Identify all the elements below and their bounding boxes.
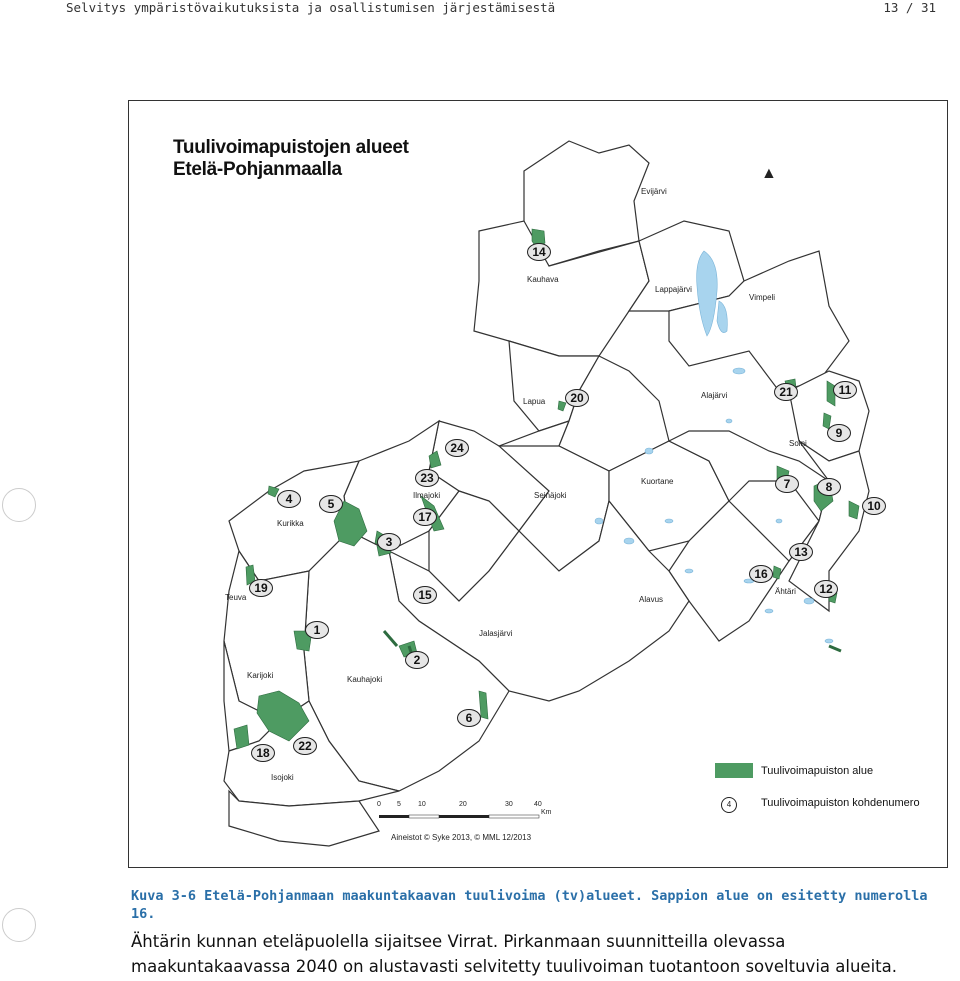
area-number-marker: 24 [445,439,469,457]
punch-hole [2,488,36,522]
scale-tick: 0 [377,801,381,808]
scale-bar [379,815,539,818]
area-number-marker: 5 [319,495,343,513]
municipality-label: Kauhava [527,275,559,284]
map-figure [128,100,948,868]
municipality-label: Kuortane [641,477,674,486]
figure-title-line1: Tuulivoimapuistojen alueet [173,137,409,158]
area-number-marker: 11 [833,381,857,399]
municipality-label: Alavus [639,595,664,604]
area-number-marker: 17 [413,508,437,526]
municipality-label: Evijärvi [641,187,667,196]
figure-caption: Kuva 3-6 Etelä-Pohjanmaan maakuntakaavan tuulivoima (tv)alueet. Sappion alue on esitetty numerolla 16. [131,888,928,922]
map-credit: Aineistot © Syke 2013, © MML 12/2013 [391,833,532,842]
municipality-label: Karijoki [247,671,274,680]
scale-tick: 30 [505,801,513,808]
figure-title-line2: Etelä-Pohjanmaalla [173,159,342,180]
area-number-marker: 2 [405,651,429,669]
municipality-label: Ähtäri [775,587,796,596]
punch-hole [2,908,36,942]
municipality-label: Alajärvi [701,391,728,400]
legend-number-sample: 4 [721,797,737,813]
body-text-line: Ähtärin kunnan eteläpuolella sijaitsee Virrat. Pirkanmaan suunnitteilla olevassa [131,932,786,951]
scale-tick: 20 [459,801,467,808]
area-number-marker: 20 [565,389,589,407]
scale-tick: 5 [397,801,401,808]
area-number-marker: 12 [814,580,838,598]
municipality-label: Soini [789,439,807,448]
legend-area-label: Tuulivoimapuiston alue [761,765,874,777]
municipality-label: Kauhajoki [347,675,383,684]
municipality-label: Teuva [225,593,247,602]
area-number-marker: 19 [249,579,273,597]
area-number-marker: 3 [377,533,401,551]
legend-number-label: Tuulivoimapuiston kohdenumero [761,797,920,809]
area-number-marker: 18 [251,744,275,762]
municipality-label: Kurikka [277,519,304,528]
municipality-label: Ilmajoki [413,491,441,500]
area-number-marker: 9 [827,424,851,442]
area-number-marker: 6 [457,709,481,727]
figure-title [173,137,409,181]
area-number-marker: 21 [774,383,798,401]
municipality-label: Vimpeli [749,293,776,302]
area-number-marker: 13 [789,543,813,561]
document-title: Selvitys ympäristövaikutuksista ja osallistumisen järjestämisestä [66,0,556,15]
body-text-line: maakuntakaavassa 2040 on alustavasti selvitetty tuulivoiman tuotantoon soveltuvia alueita. [131,957,897,976]
area-number-marker: 14 [527,243,551,261]
page-header [0,0,960,16]
map-legend [685,747,929,819]
municipality-label: Isojoki [271,773,294,782]
page-number: 13 / 31 [883,0,936,15]
area-number-marker: 7 [775,475,799,493]
scale-tick: 10 [418,801,426,808]
area-number-marker: 16 [749,565,773,583]
legend-area-swatch [715,763,753,778]
municipality-label: Lappajärvi [655,285,692,294]
municipality-label: Jalasjärvi [479,629,513,638]
scale-tick: 40 [534,801,542,808]
area-number-marker: 10 [862,497,886,515]
area-number-marker: 4 [277,490,301,508]
area-number-marker: 23 [415,469,439,487]
scale-unit: Km [541,809,552,816]
municipality-label: Lapua [523,397,546,406]
area-number-marker: 8 [817,478,841,496]
north-arrow-icon: ▲ [761,165,777,182]
area-number-marker: 1 [305,621,329,639]
area-number-marker: 22 [293,737,317,755]
area-number-marker: 15 [413,586,437,604]
municipality-label: Seinäjoki [534,491,567,500]
